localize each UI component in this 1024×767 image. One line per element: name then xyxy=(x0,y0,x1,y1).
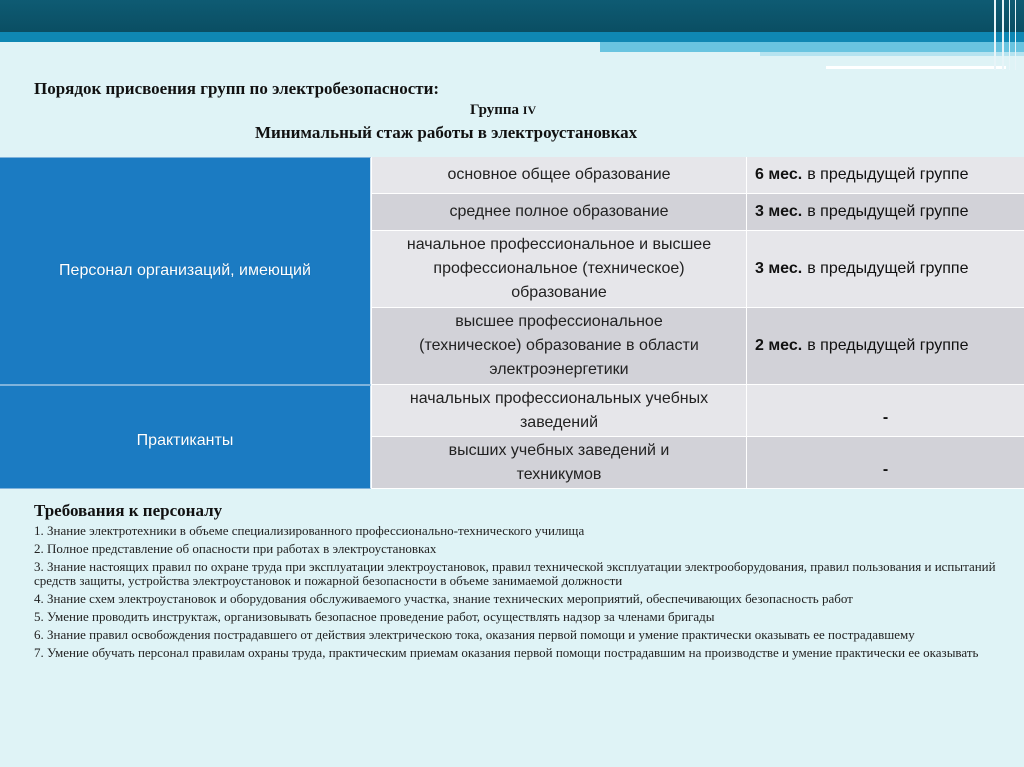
table-cell-duration: - xyxy=(746,385,1024,437)
decor-line xyxy=(1009,0,1010,70)
table-cell-education: начальных профессиональных учебных заведений xyxy=(371,385,746,437)
requirements-list xyxy=(34,524,1009,664)
subtitle: Минимальный стаж работы в электроустановках xyxy=(255,123,638,142)
list-item: 2. Полное представление об опасности при работах в электроустановках xyxy=(34,541,437,556)
decor-line xyxy=(994,0,996,70)
requirements-title: Требования к персоналу xyxy=(34,501,223,520)
table-cell-education: начальное профессиональное и высшее профессиональное (техническое) образование xyxy=(371,231,746,308)
table-cell-education: среднее полное образование xyxy=(371,194,746,231)
list-item: 1. Знание электротехники в объеме специализированного профессионально-технического училища xyxy=(34,523,585,538)
list-item: 7. Умение обучать персонал правилам охраны труда, практическим приемам оказания первой помощи пострадавшим на производстве и умение практически ее оказывать xyxy=(34,645,979,660)
list-item: 3. Знание настоящих правил по охране труда при эксплуатации электроустановок, правил технической эксплуатации электрооборудования, правил пользования и испытаний средств защиты, устройства электроустановок и пожарной безопасности в объеме занимаемой должности xyxy=(34,559,996,588)
decor-line xyxy=(1002,0,1004,70)
list-item: 4. Знание схем электроустановок и оборудования обслуживаемого участка, знание технических мероприятий, обеспечивающих безопасность работ xyxy=(34,591,853,606)
table-cell-education: высшее профессиональное (техническое) образование в области электроэнергетики xyxy=(371,308,746,385)
experience-table xyxy=(0,157,1024,489)
group-title xyxy=(470,102,536,119)
duration-value: 6 мес. xyxy=(755,166,803,183)
decor-line xyxy=(1015,0,1016,70)
duration-value: 2 мес. xyxy=(755,337,803,354)
duration-suffix: в предыдущей группе xyxy=(807,203,969,220)
table-cell-duration xyxy=(746,308,1024,385)
table-cell-duration xyxy=(746,231,1024,308)
list-item: 5. Умение проводить инструктаж, организовывать безопасное проведение работ, осуществлять надзор за членами бригады xyxy=(34,609,715,624)
table-cell-duration: - xyxy=(746,437,1024,489)
duration-value: 3 мес. xyxy=(755,260,803,277)
group-cell-personnel xyxy=(0,157,371,385)
group-label: Группа xyxy=(470,102,523,118)
banner-stripe xyxy=(0,32,1024,42)
top-banner xyxy=(0,0,1024,32)
group-label-trainees: Практиканты xyxy=(136,432,234,449)
page-title: Порядок присвоения групп по электробезопасности: xyxy=(34,79,440,98)
duration-suffix: в предыдущей группе xyxy=(807,260,969,277)
banner-stripe xyxy=(600,42,1024,52)
table-cell-duration xyxy=(746,157,1024,194)
list-item: 6. Знание правил освобождения пострадавшего от действия электрическою тока, оказания первой помощи и умение практически оказывать ее пострадавшему xyxy=(34,627,915,642)
table-cell-education: основное общее образование xyxy=(371,157,746,194)
banner-stripe xyxy=(826,66,1006,69)
table-cell-duration xyxy=(746,194,1024,231)
table-cell-education: высших учебных заведений и техникумов xyxy=(371,437,746,489)
group-numeral: IV xyxy=(522,103,537,117)
group-cell-trainees xyxy=(0,385,371,489)
duration-value: 3 мес. xyxy=(755,203,803,220)
duration-suffix: в предыдущей группе xyxy=(807,337,969,354)
duration-suffix: в предыдущей группе xyxy=(807,166,969,183)
banner-stripe xyxy=(760,52,1024,56)
group-label-personnel: Персонал организаций, имеющий xyxy=(59,262,311,279)
